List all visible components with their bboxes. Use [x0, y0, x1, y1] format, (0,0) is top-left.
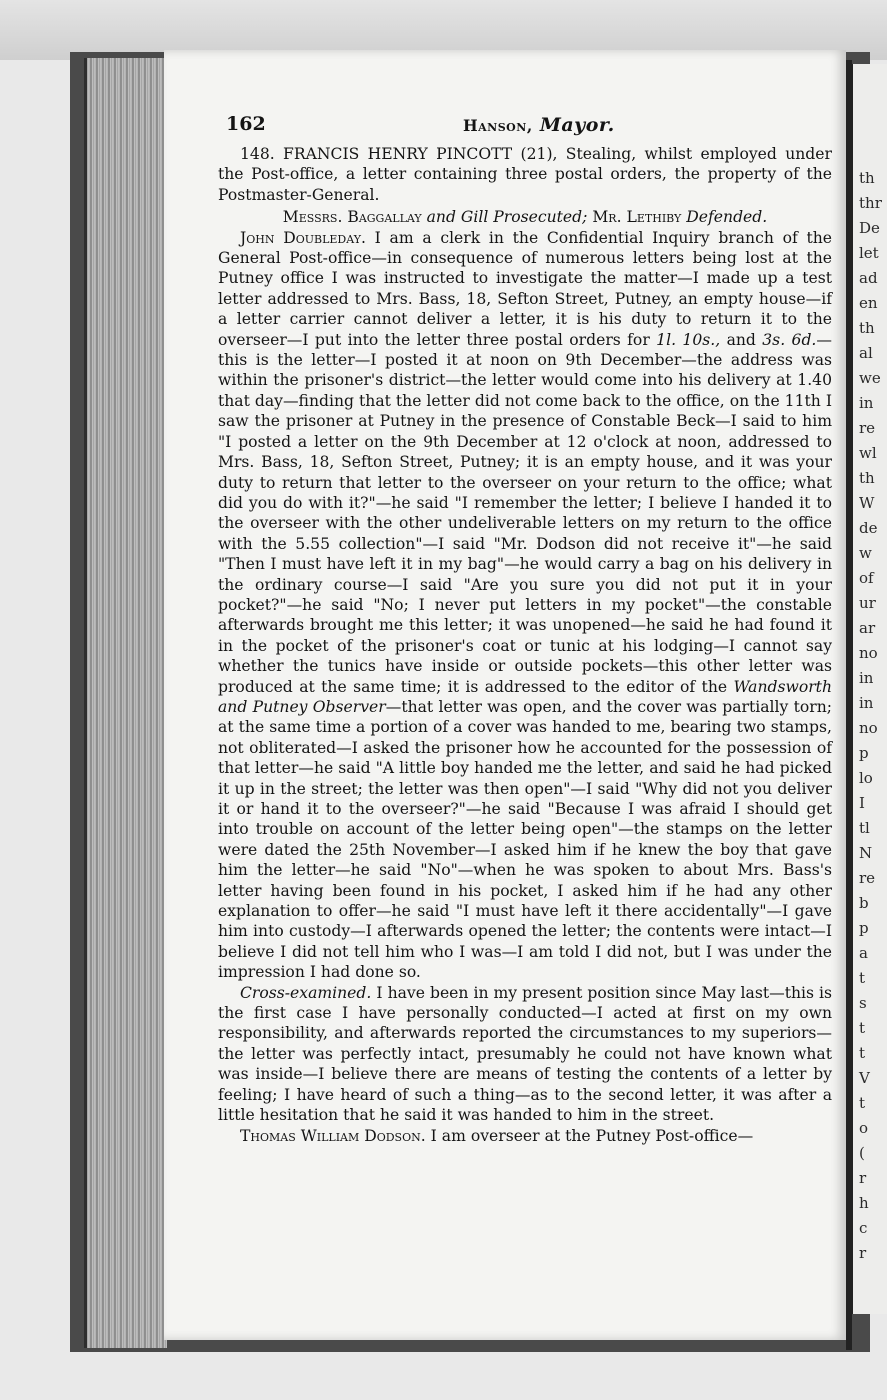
next-page-text: tl	[859, 819, 870, 837]
next-page-text: we	[859, 369, 881, 387]
next-page-text: ur	[859, 594, 876, 612]
witness-testimony-2	[218, 1126, 832, 1146]
next-page-text: de	[859, 519, 878, 537]
next-page-text: th	[859, 169, 875, 187]
judge-name: Hanson,	[463, 116, 533, 135]
next-page-text: no	[859, 644, 878, 662]
prosecution-counsel: Messrs. Baggallay	[282, 208, 422, 227]
next-page-text: De	[859, 219, 880, 237]
amount-shillings-2: 3s.	[762, 330, 786, 349]
testimony-text-2: —this is the letter—I posted it at noon on 9th December—the address was within the prisoner's district—the letter would come into his delivery at 1.40 that day—finding that the letter did not come back to the office, on the 11th I saw the prisoner at Putney in the presence of Constable Beck—I said to him "I posted a letter on the 9th December at 12 o'clock at noon, addressed to Mrs. Bass, 18, Sefton Street, Putney; it is an empty house, and it was your duty to return that letter to the overseer on your return to the office; what did you do with it?"—he said "I remember the letter; I believe I handed it to the overseer with the other undeliverable letters on my return to the office with the 5.55 collection"—I said "Mr. Dodson did not receive it"—he said "Then I must have left it in my bag"—he would carry a bag on his delivery in the ordinary course—I said "Are you sure you did not put it in your pocket?"—he said "No; I never put letters in my pocket"—the constable afterwards brought me this letter; it was unopened—he said he had found it in the pocket of the prisoner's coat or tunic at his lodging—I cannot say whether the tunics have inside or outside pockets—this other letter was produced at the same time; it is addressed to the editor of the	[218, 330, 832, 696]
next-page-text: re	[859, 419, 876, 437]
next-page-text: (	[859, 1144, 865, 1162]
cross-examined-label: Cross-examined.	[240, 983, 372, 1002]
next-page-text: th	[859, 469, 875, 487]
defendant-name: FRANCIS HENRY PINCOTT	[283, 145, 513, 163]
next-page-text: w	[859, 544, 872, 562]
next-page-text: t	[859, 1019, 866, 1037]
prosecution-role: and Gill Prosecuted;	[426, 208, 588, 227]
amount-pounds: 1l.	[656, 330, 677, 349]
next-page-text: no	[859, 719, 878, 737]
testimony-text: I am a clerk in the Confidential Inquiry branch of the General Post-office—in consequence of numerous letters being lost at the Putney office I was instructed to investigate the matter—I made up a test letter addressed to Mrs. Bass, 18, Sefton Street, Putney, an empty house—if a letter carrier cannot deliver a letter, it is his duty to return it to the overseer—I put into the letter three postal orders for	[218, 228, 832, 349]
next-page-text: t	[859, 1044, 866, 1062]
next-page-text: wl	[859, 444, 877, 462]
next-page-text: p	[859, 744, 869, 762]
cross-examination-text: I have been in my present position since May last—this is the first case I have personally conducted—I acted at first on my own responsibility, and afterwards reported the circumstances to my superiors—the letter was perfectly intact, presumably he could not have known what was inside—I believe there are means of testing the contents of a letter by feeling; I have heard of such a thing—as to the second letter, it was after a little hesitation that he said it was handed to him in the street.	[218, 983, 832, 1125]
next-page-text: of	[859, 569, 874, 587]
cross-examination	[218, 983, 832, 1126]
page-content	[218, 104, 832, 1146]
next-page-fragment	[850, 64, 887, 1314]
next-page-text: b	[859, 894, 869, 912]
next-page-text: r	[859, 1244, 867, 1262]
witness-name-2: Thomas William Dodson.	[240, 1126, 426, 1145]
page-number: 162	[226, 113, 266, 135]
next-page-text: en	[859, 294, 878, 312]
next-page-text: r	[859, 1169, 867, 1187]
next-page-text: a	[859, 944, 868, 962]
next-page-text: in	[859, 669, 874, 687]
amount-pence: 6d.	[785, 330, 817, 349]
next-page-text: let	[859, 244, 879, 262]
next-page-text: ad	[859, 269, 878, 287]
next-page-text: ar	[859, 619, 876, 637]
next-page-text: s	[859, 994, 867, 1012]
running-head-title	[463, 115, 615, 136]
next-page-text: p	[859, 919, 869, 937]
next-page-text: t	[859, 1094, 866, 1112]
next-page-text: I	[859, 794, 865, 812]
next-page-text: c	[859, 1219, 868, 1237]
newspaper-title: Wandsworth and Putney Observer	[218, 677, 832, 716]
case-heading	[218, 144, 832, 205]
defence-counsel: Mr. Lethiby	[592, 208, 682, 227]
next-page-text: re	[859, 869, 876, 887]
next-page-text: V	[859, 1069, 870, 1087]
amount-and: and	[720, 330, 763, 349]
counsel-line	[218, 207, 832, 227]
next-page-text: lo	[859, 769, 873, 787]
amount-shillings: 10s.,	[676, 330, 721, 349]
next-page-text: in	[859, 694, 874, 712]
next-page-text: th	[859, 319, 875, 337]
next-page-text: h	[859, 1194, 869, 1212]
next-page-text: o	[859, 1119, 869, 1137]
witness-name: John Doubleday.	[240, 228, 366, 247]
next-page-text: N	[859, 844, 873, 862]
testimony-text-4: I am overseer at the Putney Post-office—	[430, 1126, 754, 1145]
running-head	[218, 104, 832, 144]
page-edges	[84, 58, 167, 1348]
judge-title: Mayor.	[539, 114, 615, 136]
next-page-text: t	[859, 969, 866, 987]
testimony-text-3: —that letter was open, and the cover was partially torn; at the same time a portion of a cover was handed to me, bearing two stamps, not obliterated—I asked the prisoner how he accounted for the possession of that letter—he said "A little boy handed me the letter, and said he had picked it up in the street; the letter was then open"—I said "Why did not you deliver it or hand it to the overseer?"—he said "Because I was afraid I should get into trouble on account of the letter being open"—the stamps on the letter were dated the 25th November—I asked him if he knew the boy that gave him the letter—he said "No"—when he was spoken to about Mrs. Bass's letter having been found in his pocket, I asked him if he had any other explanation to offer—he said "I must have left it there accidentally"—I gave him into custody—I afterwards opened the letter; the contents were intact—I believe I did not tell him who I was—I am told I did not, but I was under the impression I had done so.	[218, 697, 832, 982]
next-page-text: al	[859, 344, 873, 362]
next-page-text: in	[859, 394, 874, 412]
next-page-text: thr	[859, 194, 882, 212]
defence-role: Defended.	[686, 208, 768, 227]
next-page-text: W	[859, 494, 875, 512]
witness-testimony	[218, 228, 832, 983]
defendant-age: (21),	[520, 145, 558, 163]
case-number: 148.	[240, 145, 275, 163]
charge-text: Stealing, whilst employed under the Post-office, a letter containing three postal orders, the property of the Postmaster-General.	[218, 145, 832, 204]
